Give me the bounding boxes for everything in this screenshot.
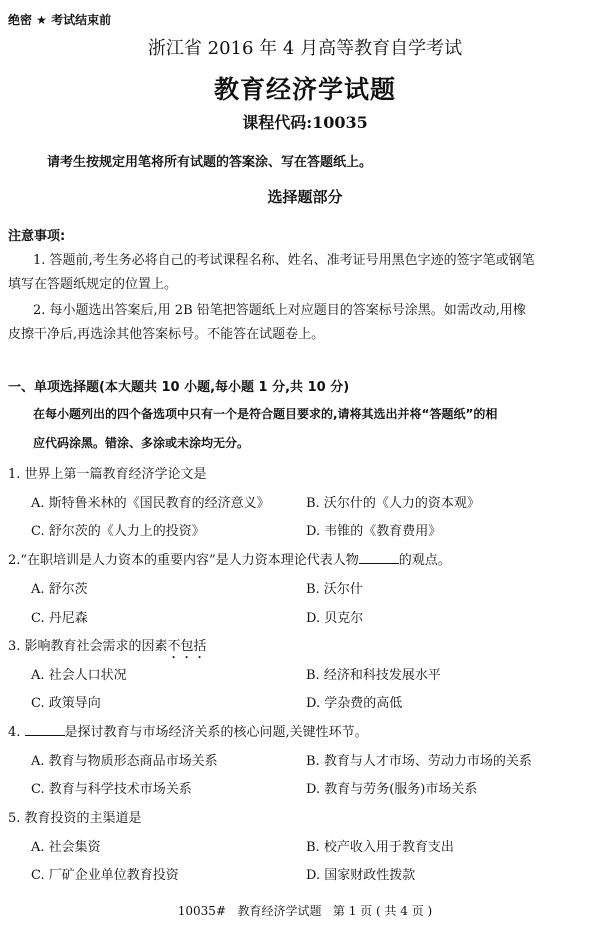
question-5-option-a: A. 社会集资 <box>31 840 101 855</box>
note-2-line-1: 2. 每小题选出答案后,用 2B 铅笔把答题纸上对应题目的答案标号涂黑。如需改动,用橡 <box>33 303 526 318</box>
question-2-option-d: D. 贝克尔 <box>306 611 364 626</box>
question-5-option-c: C. 厂矿企业单位教育投资 <box>31 868 179 883</box>
question-3-stem-emphasis: 不包括 <box>167 639 207 654</box>
exam-title: 浙江省 2016 年 4 月高等教育自学考试 <box>147 38 463 59</box>
question-1-option-c: C. 舒尔茨的《人力上的投资》 <box>31 524 205 539</box>
general-instruction: 请考生按规定用笔将所有试题的答案涂、写在答题纸上。 <box>47 155 373 170</box>
note-2-line-2: 皮擦干净后,再选涂其他答案标号。不能答在试题卷上。 <box>8 327 325 342</box>
note-1-line-1: 1. 答题前,考生务必将自己的考试课程名称、姓名、准考证号用黑色字迹的签字笔或钢笔 <box>33 253 535 268</box>
question-3-stem-pre: 3. 影响教育社会需求的因素 <box>8 639 168 654</box>
confidential-mark: 绝密 ★ 考试结束前 <box>8 13 112 27</box>
question-4-option-a: A. 教育与物质形态商品市场关系 <box>31 754 218 769</box>
question-1-option-b: B. 沃尔什的《人力的资本观》 <box>306 496 480 511</box>
question-1-stem: 1. 世界上第一篇教育经济学论文是 <box>8 467 207 482</box>
question-2-option-c: C. 丹尼森 <box>31 611 88 626</box>
question-4-option-c: C. 教育与科学技术市场关系 <box>31 782 192 797</box>
question-4-stem-post: 是探讨教育与市场经济关系的核心问题,关键性环节。 <box>64 725 368 740</box>
question-3-option-b: B. 经济和科技发展水平 <box>306 668 441 683</box>
part-1-instruction-line-2: 应代码涂黑。错涂、多涂或未涂均无分。 <box>33 436 250 450</box>
question-5-option-d: D. 国家财政性拨款 <box>306 868 416 883</box>
part-1-instruction-line-1: 在每小题列出的四个备选项中只有一个是符合题目要求的,请将其选出并将“答题纸”的相 <box>33 407 498 421</box>
question-4-option-b: B. 教育与人才市场、劳动力市场的关系 <box>306 754 532 769</box>
question-2-stem-post: 的观点。 <box>398 553 451 568</box>
question-2-stem-pre: 2.“在职培训是人力资本的重要内容”是人力资本理论代表人物 <box>8 553 359 568</box>
course-code: 课程代码:10035 <box>242 113 368 132</box>
part-1-heading: 一、单项选择题(本大题共 10 小题,每小题 1 分,共 10 分) <box>8 380 350 395</box>
question-1-option-d: D. 韦锥的《教育费用》 <box>306 524 442 539</box>
question-4-stem <box>8 721 368 740</box>
notes-heading: 注意事项: <box>8 229 66 244</box>
question-4-stem-pre: 4. <box>8 725 21 740</box>
question-3-option-d: D. 学杂费的高低 <box>306 696 403 711</box>
question-4-option-d: D. 教育与劳务(服务)市场关系 <box>306 782 478 797</box>
note-1-line-2: 填写在答题纸规定的位置上。 <box>8 277 178 292</box>
paper-title: 教育经济学试题 <box>213 75 396 104</box>
question-3-option-c: C. 政策导向 <box>31 696 101 711</box>
question-3-option-a: A. 社会人口状况 <box>31 668 127 683</box>
question-4-blank <box>25 723 65 736</box>
page-footer: 10035# 教育经济学试题 第 1 页 ( 共 4 页 ) <box>177 904 433 918</box>
question-2-blank <box>359 551 399 564</box>
question-5-option-b: B. 校产收入用于教育支出 <box>306 840 454 855</box>
question-3-stem <box>8 635 207 662</box>
question-1-option-a: A. 斯特鲁米林的《国民教育的经济意义》 <box>31 496 270 511</box>
question-2-option-a: A. 舒尔茨 <box>31 582 88 597</box>
question-2-option-b: B. 沃尔什 <box>306 582 363 597</box>
question-5-stem: 5. 教育投资的主渠道是 <box>8 811 142 826</box>
section-title: 选择题部分 <box>267 188 343 206</box>
question-2-stem <box>8 549 451 568</box>
